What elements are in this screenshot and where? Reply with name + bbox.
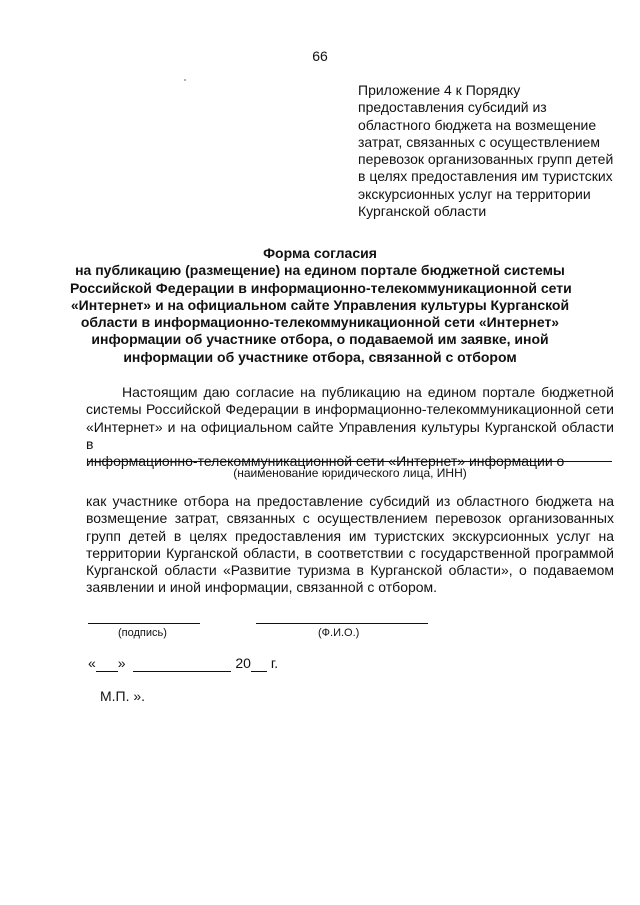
body-line: заявлении и иной информации, связанной с отбором. [86,579,438,596]
form-title-line: Форма согласия [263,245,377,261]
full-name-field-line[interactable] [256,623,428,624]
consent-line: информационно-телекоммуникационной сети «Интернет» информации о [86,453,565,470]
signature-caption: (подпись) [118,627,167,639]
appendix-line: Курганской области [358,203,487,220]
appendix-line: затрат, связанных с осуществлением [358,133,600,150]
body-paragraph [86,493,614,597]
body-line: Курганской области «Развитие туризма в Курганской области», о подаваемом [86,562,614,579]
scan-speck [184,79,186,81]
form-title [70,245,570,366]
body-line: как участнике отбора на предоставление субсидий из областного бюджета на [86,493,614,509]
appendix-line: предоставления субсидий из [358,99,547,116]
year-suffix: г. [266,655,279,671]
appendix-line: перевозок организованных групп детей [358,151,614,168]
body-line: возмещение затрат, связанных с осуществлением перевозок организованных [86,510,614,527]
year-prefix: 20 [235,655,251,671]
consent-line: «Интернет» и на официальном сайте Управления культуры Курганской области в [86,418,614,452]
full-name-caption: (Ф.И.О.) [318,627,360,639]
day-field-line[interactable] [96,655,118,672]
date-close-quote: » [117,655,126,671]
form-title-line: на публикацию (размещение) на едином портале бюджетной системы [75,262,565,279]
form-title-line: информации об участнике отбора, о подаваемой им заявке, иной [91,331,549,348]
year-field-line[interactable] [251,655,267,672]
appendix-line: экскурсионных услуг на территории [358,185,591,202]
org-name-caption: (наименование юридического лица, ИНН) [233,466,467,480]
signature-field-line[interactable] [88,623,200,624]
consent-line: системы Российской Федерации в информационно-телекоммуникационной сети [86,401,614,418]
appendix-header [358,82,628,220]
form-title-line: информации об участнике отбора, связанной с отбором [123,348,517,365]
org-name-field-line[interactable] [88,461,612,462]
appendix-line: областного бюджета на возмещение [358,116,597,133]
form-title-line: области в информационно-телекоммуникационной сети «Интернет» [80,314,560,331]
appendix-line: Приложение 4 к Порядку [358,82,521,98]
consent-line: Настоящим даю согласие на публикацию на едином портале бюджетной [122,384,614,400]
stamp-placeholder: М.П. ». [100,688,146,704]
page-number: 66 [312,48,328,64]
month-field-line[interactable] [133,655,231,672]
form-title-line: Российской Федерации в информационно-телекоммуникационной сети [70,279,572,296]
date-open-quote: « [88,655,96,671]
body-line: групп детей в целях предоставления им туристских экскурсионных услуг на [86,527,614,544]
body-line: территории Курганской области, в соответствии с государственной программой [86,544,614,561]
appendix-line: в целях предоставления им туристских [358,168,613,185]
consent-paragraph [86,384,614,470]
form-title-line: «Интернет» и на официальном сайте Управления культуры Курганской [70,296,570,313]
date-field [88,655,278,672]
